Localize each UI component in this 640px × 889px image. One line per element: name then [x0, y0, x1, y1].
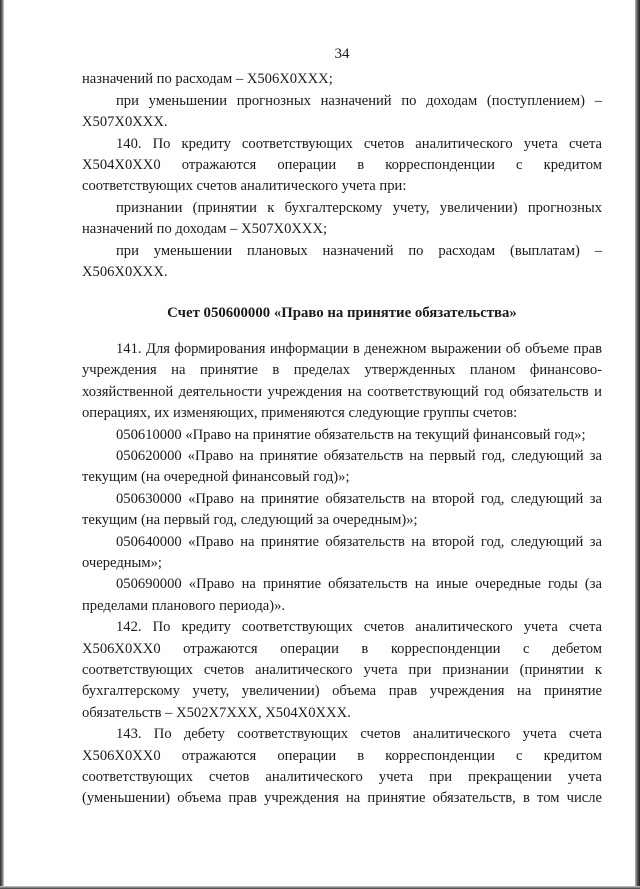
document-page	[82, 44, 602, 810]
scan-edge-left	[0, 0, 4, 889]
paragraph-decrease-forecast: при уменьшении прогнозных назначений по доходам (поступлением) – Х507Х0ХХХ.	[82, 92, 602, 131]
account-050610000: 050610000 «Право на принятие обязательств на текущий финансовый год»;	[116, 426, 586, 443]
account-050640000: 050640000 «Право на принятие обязательств на второй год, следующий за очередным»;	[82, 533, 602, 571]
paragraph-143: 143. По дебету соответствующих счетов аналитического учета счета Х506Х0ХХ0 отражаются операции в корреспонденции с кредитом соответствующих счетов аналитического учета при прекращении учета (уменьшении) объема прав учреждения на принятие обязательств, в том числе	[82, 726, 602, 807]
paragraph-decrease-planned: при уменьшении плановых назначений по расходам (выплатам) – Х506Х0ХХХ.	[82, 242, 602, 281]
paragraph-140: 140. По кредиту соответствующих счетов аналитического учета счета Х504Х0ХХ0 отражаются операции в корреспонденции с кредитом соответствующих счетов аналитического учета при:	[82, 135, 602, 195]
account-050630000: 050630000 «Право на принятие обязательств на второй год, следующий за текущим (на первый год, следующий за очередным)»;	[82, 490, 602, 529]
paragraph-141: 141. Для формирования информации в денежном выражении об объеме прав учреждения на принятие в пределах утвержденных планом финансово-хозяйственной деятельности учреждения на соответствующий год обязательств и операциях, их изменяющих, применяются следующие группы счетов:	[82, 340, 602, 422]
scan-edge-right	[635, 0, 640, 889]
section-heading: Счет 050600000 «Право на принятие обязательства»	[167, 305, 517, 322]
account-050620000: 050620000 «Право на принятие обязательств на первый год, следующий за текущим (на очередной финансовый год)»;	[82, 447, 602, 486]
page-number: 34	[334, 46, 350, 62]
account-050690000: 050690000 «Право на принятие обязательств на иные очередные годы (за пределами планового периода)».	[82, 576, 602, 614]
paragraph-continuation: назначений по расходам – Х506Х0ХХХ;	[82, 71, 333, 88]
paragraph-recognition: признании (принятии к бухгалтерскому учету, увеличении) прогнозных назначений по доходам – Х507Х0ХХХ;	[82, 199, 602, 238]
paragraph-142: 142. По кредиту соответствующих счетов аналитического учета счета Х506Х0ХХ0 отражаются операции в корреспонденции с дебетом соответствующих счетов аналитического учета при признании (принятии к бухгалтерскому учету, увеличении) объема прав учреждения на принятие обязательств – Х502Х7ХХХ, Х504Х0ХХХ.	[82, 619, 602, 721]
